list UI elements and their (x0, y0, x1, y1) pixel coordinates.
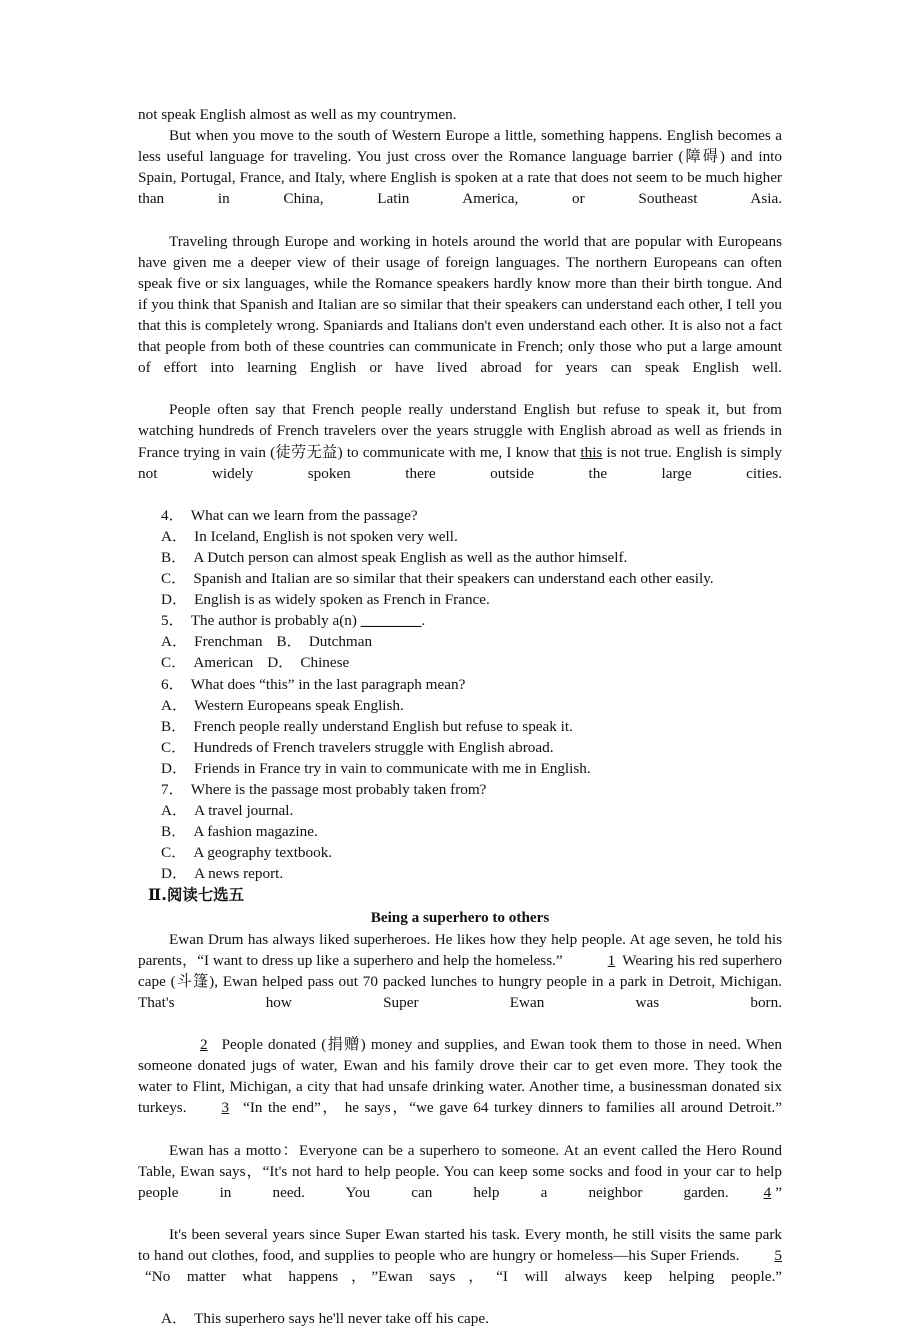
question-4-option-c[interactable] (138, 568, 782, 589)
cloze-paragraph-2 (138, 1034, 782, 1139)
text-column (138, 104, 782, 1329)
question-6-option-a[interactable] (138, 695, 782, 716)
option-label: C． (161, 738, 187, 756)
option-label: A． (161, 633, 188, 651)
question-4-option-a[interactable] (138, 526, 782, 547)
question-7-option-a[interactable] (138, 800, 782, 821)
option-label: D． (267, 654, 294, 672)
choice-text: This superhero says he'll never take off his cape. (194, 1310, 489, 1328)
cloze-blank-2[interactable]: 2 (200, 1036, 208, 1054)
option-text: Spanish and Italian are so similar that their speakers can understand each other easily. (193, 570, 714, 588)
option-text: American (193, 654, 254, 672)
question-5-number: 5． (161, 612, 184, 630)
question-6-option-b[interactable] (138, 716, 782, 737)
question-5-options-line-1[interactable] (138, 631, 782, 652)
cloze-p1-part-b: Wearing his red superhero cape (斗篷), Ewan helped pass out 70 packed lunches to hungry people in a park in Detroit, Michigan. That's how Super Ewan was born. (138, 951, 783, 1011)
carryover-line: not speak English almost as well as my countrymen. (138, 106, 457, 123)
question-6-text: What does “this” in the last paragraph mean? (190, 675, 466, 693)
section-two-heading-label: .阅读七选五 (161, 886, 244, 905)
option-text: A fashion magazine. (193, 823, 318, 841)
question-4-option-b[interactable] (138, 547, 782, 568)
option-text: Friends in France try in vain to communicate with me in English. (194, 759, 591, 777)
cloze-blank-5[interactable]: 5 (774, 1246, 782, 1264)
option-text: Chinese (300, 654, 350, 672)
option-label: B． (161, 823, 187, 841)
question-7-option-b[interactable] (138, 821, 782, 842)
option-text: Western Europeans speak English. (194, 696, 404, 714)
option-label: A． (161, 802, 188, 820)
option-label: B． (161, 717, 187, 735)
question-5-stem (138, 610, 782, 631)
option-label: B． (276, 633, 302, 651)
option-label: A． (161, 696, 188, 714)
option-text: A geography textbook. (193, 844, 333, 862)
paragraph-3-before-underline: People often say that French people really understand English but refuse to speak it, but from watching hundreds of French travelers over the years struggle with English abroad as well as friends in France trying in vain (徒劳无益) to communicate with me, I know that (138, 401, 782, 461)
cloze-paragraph-3 (138, 1140, 782, 1224)
cloze-p4-part-a: It's been several years since Super Ewan started his task. Every month, he still visits the same park to hand out clothes, food, and supplies to people who are hungry or homeless—his Super Friends. (138, 1225, 782, 1264)
question-5-options-line-2[interactable] (138, 652, 782, 673)
question-5-answer-blank[interactable]: ________ (360, 612, 422, 630)
passage-paragraph-1: But when you move to the south of Western Europe a little, something happens. English becomes a less useful language for traveling. You just cross over the Romance language barrier (障碍) and into Spain, Portugal, France, and Italy, where English is spoken at a rate that does not seem to be much higher than in China, Latin America, or Southeast Asia. (138, 127, 782, 208)
article-title: Being a superhero to others (370, 909, 550, 927)
section-two-roman-numeral: Ⅱ (148, 887, 162, 905)
cloze-paragraph-1 (138, 929, 782, 1034)
cloze-blank-3[interactable]: 3 (221, 1099, 230, 1117)
question-7-stem (138, 779, 782, 800)
option-text: English is as widely spoken as French in France. (194, 591, 490, 609)
cloze-choice-a[interactable] (138, 1308, 782, 1329)
passage-paragraph-3 (138, 399, 782, 504)
question-6-option-d[interactable] (138, 758, 782, 779)
option-text: French people really understand English but refuse to speak it. (193, 717, 573, 735)
cloze-p3-part-b: ” (775, 1183, 782, 1201)
option-label: D． (161, 591, 188, 609)
option-label: C． (161, 654, 187, 672)
option-label: D． (161, 759, 188, 777)
option-label: C． (161, 844, 187, 862)
question-5-text-after-blank: . (421, 612, 426, 630)
passage-paragraph-2: Traveling through Europe and working in hotels around the world that are popular with Europeans have given me a deeper view of their usage of foreign languages. The northern Europeans can often speak five or six languages, while the Romance speakers hardly know more than their birth tongue. And if you think that Spanish and Italian are so similar that their speakers can understand each other, I tell you that this is completely wrong. Spaniards and Italians don't even understand each other. It is also not a fact that people from both of these countries can communicate in French; only those who put a large amount of effort into learning English or have lived abroad for years can speak English well. (138, 232, 782, 377)
cloze-p3-part-a: Ewan has a motto：Everyone can be a superhero to someone. At an event called the Hero Round Table, Ewan says，“It's not hard to help people. You can keep some socks and food in your car to help people in need. You can help a neighbor garden. (138, 1141, 782, 1201)
cloze-blank-4[interactable]: 4 (763, 1183, 772, 1201)
option-text: Frenchman (194, 633, 263, 651)
question-4-stem (138, 505, 782, 526)
option-label: C． (161, 570, 187, 588)
cloze-p2-part-b: “In the end”， he says，“we gave 64 turkey dinners to families all around Detroit.” (243, 1099, 782, 1117)
question-6-stem (138, 674, 782, 695)
question-4-text: What can we learn from the passage? (190, 506, 418, 524)
cloze-blank-1[interactable]: 1 (607, 951, 616, 969)
option-label: A． (161, 527, 188, 545)
option-text: Dutchman (308, 633, 373, 651)
cloze-p1-part-a: Ewan Drum has always liked superheroes. He likes how they help people. At age seven, he told his parents，“I want to dress up like a superhero and help the homeless.” (138, 930, 782, 969)
section-two-heading (138, 884, 782, 907)
cloze-p4-part-b: “No matter what happens，”Ewan says，“I will always keep helping people.” (145, 1268, 782, 1286)
question-6-number: 6． (161, 675, 184, 693)
option-label: D． (161, 865, 188, 883)
question-4-number: 4． (161, 506, 184, 524)
question-6-option-c[interactable] (138, 737, 782, 758)
question-4-option-d[interactable] (138, 589, 782, 610)
option-text: A travel journal. (194, 802, 294, 820)
option-text: Hundreds of French travelers struggle with English abroad. (193, 738, 554, 756)
cloze-p2-part-a: People donated (捐赠) money and supplies, and Ewan took them to those in need. When someone donated jugs of water, Ewan and his family drove their car to get even more. They took the water to Flint, Michigan, a city that had unsafe drinking water. Another time, a businessman donated six turkeys. (138, 1036, 782, 1117)
paragraph-3-after-underline: is not true. English is simply not widely spoken there outside the large cities. (138, 443, 782, 482)
choice-label: A． (161, 1310, 188, 1328)
question-7-text: Where is the passage most probably taken from? (190, 781, 487, 798)
cloze-paragraph-4 (138, 1224, 782, 1308)
option-text: A Dutch person can almost speak English as well as the author himself. (193, 548, 628, 566)
question-5-text-before-blank: The author is probably a(n) (190, 612, 361, 630)
question-7-option-d[interactable] (138, 863, 782, 884)
option-text: In Iceland, English is not spoken very well. (194, 527, 458, 545)
underlined-word-this: this (580, 443, 603, 461)
option-text: A news report. (194, 865, 284, 883)
question-7-option-c[interactable] (138, 842, 782, 863)
question-7-number: 7． (161, 781, 184, 798)
option-label: B． (161, 548, 187, 566)
